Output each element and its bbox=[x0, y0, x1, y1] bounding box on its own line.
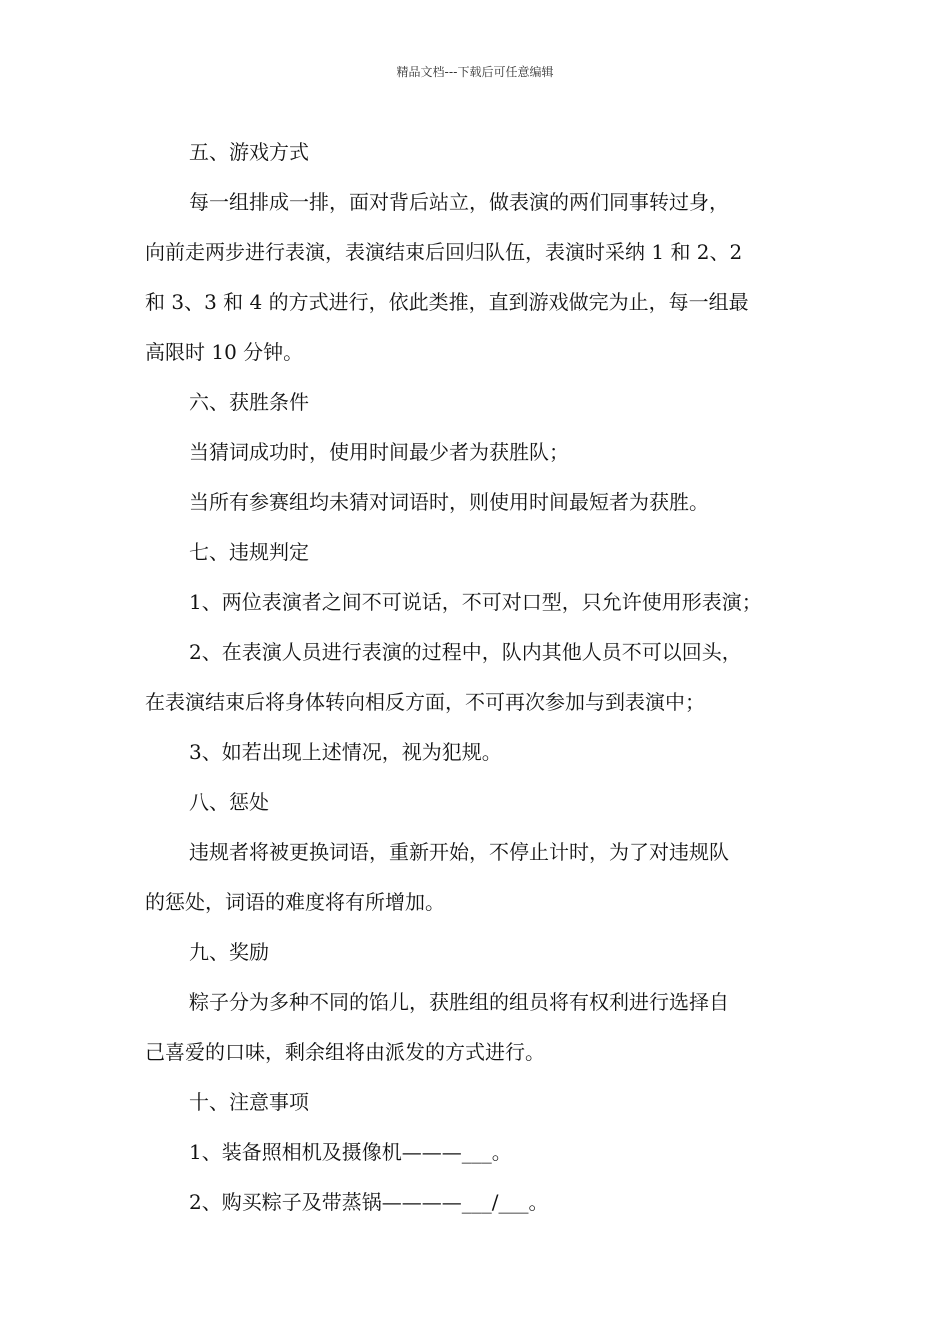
section-heading-10: 十、注意事项 bbox=[189, 1090, 309, 1114]
section-heading-8: 八、惩处 bbox=[189, 790, 269, 814]
paragraph-line: 向前走两步进行表演，表演结束后回归队伍，表演时采纳 1 和 2、2 bbox=[145, 240, 743, 264]
paragraph-line: 2、购买粽子及带蒸锅————___/___。 bbox=[189, 1190, 549, 1214]
paragraph-line: 在表演结束后将身体转向相反方面，不可再次参加与到表演中； bbox=[145, 690, 705, 714]
paragraph-line: 己喜爱的口味，剩余组将由派发的方式进行。 bbox=[145, 1040, 545, 1064]
section-heading-9: 九、奖励 bbox=[189, 940, 269, 964]
paragraph-line: 2、在表演人员进行表演的过程中，队内其他人员不可以回头， bbox=[189, 640, 742, 664]
paragraph-line: 3、如若出现上述情况，视为犯规。 bbox=[189, 740, 502, 764]
paragraph-line: 1、两位表演者之间不可说话，不可对口型，只允许使用形表演； bbox=[189, 590, 762, 614]
paragraph-line: 违规者将被更换词语，重新开始，不停止计时，为了对违规队 bbox=[189, 840, 729, 864]
section-heading-5: 五、游戏方式 bbox=[189, 140, 309, 164]
paragraph-line: 高限时 10 分钟。 bbox=[145, 340, 304, 364]
paragraph-line: 每一组排成一排，面对背后站立，做表演的两们同事转过身， bbox=[189, 190, 729, 214]
paragraph-line: 当所有参赛组均未猜对词语时，则使用时间最短者为获胜。 bbox=[189, 490, 709, 514]
paragraph-line: 1、装备照相机及摄像机———___。 bbox=[189, 1140, 512, 1164]
page-header: 精品文档---下载后可任意编辑 bbox=[396, 65, 554, 79]
paragraph-line: 当猜词成功时，使用时间最少者为获胜队； bbox=[189, 440, 569, 464]
paragraph-line: 粽子分为多种不同的馅儿，获胜组的组员将有权利进行选择自 bbox=[189, 990, 729, 1014]
section-heading-7: 七、违规判定 bbox=[189, 540, 309, 564]
section-heading-6: 六、获胜条件 bbox=[189, 390, 309, 414]
paragraph-line: 和 3、3 和 4 的方式进行，依此类推，直到游戏做完为止，每一组最 bbox=[145, 290, 749, 314]
paragraph-line: 的惩处，词语的难度将有所增加。 bbox=[145, 890, 445, 914]
